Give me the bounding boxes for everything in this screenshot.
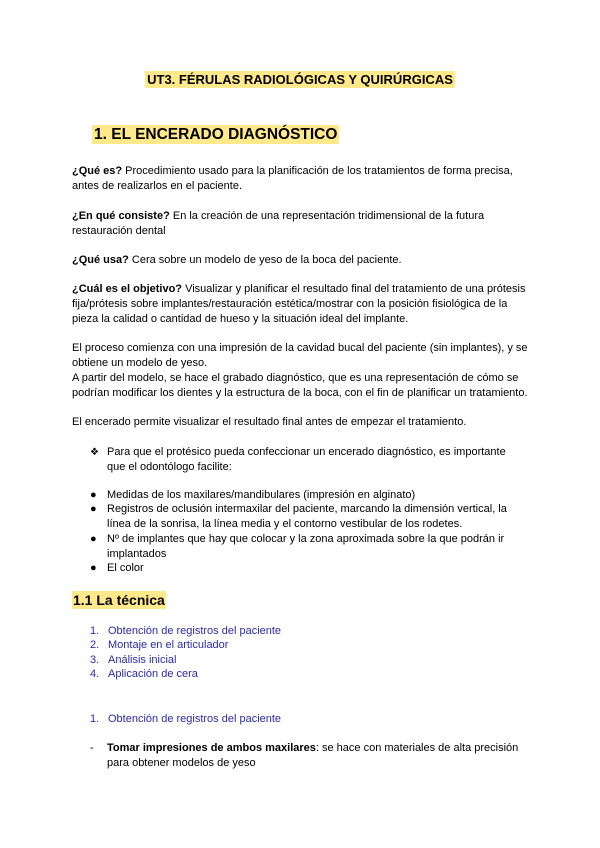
answer-text: Cera sobre un modelo de yeso de la boca del paciente.	[128, 254, 402, 266]
bullet-item: ● El color	[90, 562, 144, 574]
dash-bullet: -	[90, 742, 94, 754]
question-label: ¿En qué consiste?	[72, 210, 170, 222]
diamond-bullet-icon: ❖	[90, 447, 99, 458]
bullet-dot-icon: ●	[90, 503, 97, 515]
qa-objetivo	[72, 282, 532, 327]
dash-item-text: Tomar impresiones de ambos maxilares: se hace con materiales de alta precisión para obtener modelos de yeso	[107, 742, 519, 769]
bullet-dot-icon: ●	[90, 562, 97, 574]
diamond-item-text: Para que el protésico pueda confeccionar un encerado diagnóstico, es importante que el odontólogo facilite:	[107, 446, 506, 473]
qa-en-que-consiste	[72, 209, 532, 239]
section-heading-encerado	[92, 126, 339, 144]
document-title	[0, 72, 600, 87]
question-label: ¿Qué es?	[72, 165, 123, 177]
question-label: ¿Qué usa?	[72, 254, 129, 266]
diamond-list-item	[90, 445, 530, 475]
section-heading-text: 1. EL ENCERADO DIAGNÓSTICO	[94, 126, 338, 143]
answer-text: Procedimiento usado para la planificación de los tratamientos de forma precisa, antes de realizarlos en el paciente.	[72, 165, 513, 192]
process-paragraph-3: El encerado permite visualizar el resultado final antes de empezar el tratamiento.	[72, 416, 467, 428]
qa-que-usa	[72, 253, 532, 268]
qa-que-es	[72, 164, 532, 194]
bullet-item: ● Nº de implantes que hay que colocar y la zona aproximada sobre la que podrán ir implantados	[90, 533, 505, 560]
document-title-text: UT3. FÉRULAS RADIOLÓGICAS Y QUIRÚRGICAS	[147, 72, 453, 87]
bullet-item: ● Registros de oclusión intermaxilar del paciente, marcando la dimensión vertical, la línea de la sonrisa, la línea media y el contorno vestibular de los rodetes.	[90, 503, 507, 530]
process-paragraph-1: El proceso comienza con una impresión de la cavidad bucal del paciente (sin implantes), y se obtiene un modelo de yeso.	[72, 342, 528, 369]
answer-text: Visualizar y planificar el resultado final del tratamiento de una prótesis fija/prótesis sobre implantes/restauración estética/mostrar con la posición fisiológica de la pieza la calidad o cantidad de hueso y la situación ideal del implante.	[72, 283, 526, 325]
document-page: UT3. FÉRULAS RADIOLÓGICAS Y QUIRÚRGICAS 1. EL ENCERADO DIAGNÓSTICO ¿Qué es? Procedimiento usado para la planificación de los tratamientos de forma precisa, antes de realizarlos en el paciente. ¿En qué consiste? En la creación de una representación tridimensional de la futura restauración dental ¿Qué usa? Cera sobre un modelo de yeso de la boca del paciente. ¿Cuál es el objetivo? Visualizar y planificar el resultado final del tratamiento de una prótesis fija/prótesis sobre implantes/restauración estética/mostrar con la posición fisiológica de la pieza la calidad o cantidad de hueso y la situación ideal del implante. El proceso comienza con una impresión de la cavidad bucal del paciente (sin implantes), y se obtiene un modelo de yeso. A partir del modelo, se hace el grabado diagnóstico, que es una representación de cómo se podrían modificar los dientes y la estructura de la boca, con el fin de planificar un tratamiento. El encerado permite visualizar el resultado final antes de empezar el tratamiento. ❖ Para que el protésico pueda confeccionar un encerado diagnóstico, es importante que el odontólogo facilite: ● Medidas de los maxilares/mandibulares (impresión en alginato) ● Registros de oclusión intermaxilar del paciente, marcando la dimensión vertical, la línea de la sonrisa, la línea media y el contorno vestibular de los rodetes. ● Nº de implantes que hay que colocar y la zona aproximada sobre la que podrán ir implantados ● El color 1.1 La técnica 1. Obtención de registros del paciente 2. Montaje en el articulador 3. Análisis inicial 4. Aplicación de cera 1. Obtención de registros del paciente - Tomar impresiones de ambos maxilares: se hace con materiales de alta precisión para obtener modelos de yeso	[0, 0, 600, 848]
subsection-heading-tecnica	[72, 592, 166, 608]
bullet-dot-icon: ●	[90, 489, 97, 501]
process-paragraph-2: A partir del modelo, se hace el grabado diagnóstico, que es una representación de cómo se podrían modificar los dientes y la estructura de la boca, con el fin de planificar un tratamiento.	[72, 372, 528, 399]
bullet-dot-icon: ●	[90, 533, 97, 545]
answer-text: En la creación de una representación tridimensional de la futura restauración dental	[72, 210, 485, 237]
subsection-heading-text: 1.1 La técnica	[73, 592, 165, 608]
question-label: ¿Cuál es el objetivo?	[72, 283, 183, 295]
bullet-item: ● Medidas de los maxilares/mandibulares (impresión en alginato)	[90, 489, 416, 501]
dash-list-item	[90, 741, 530, 771]
